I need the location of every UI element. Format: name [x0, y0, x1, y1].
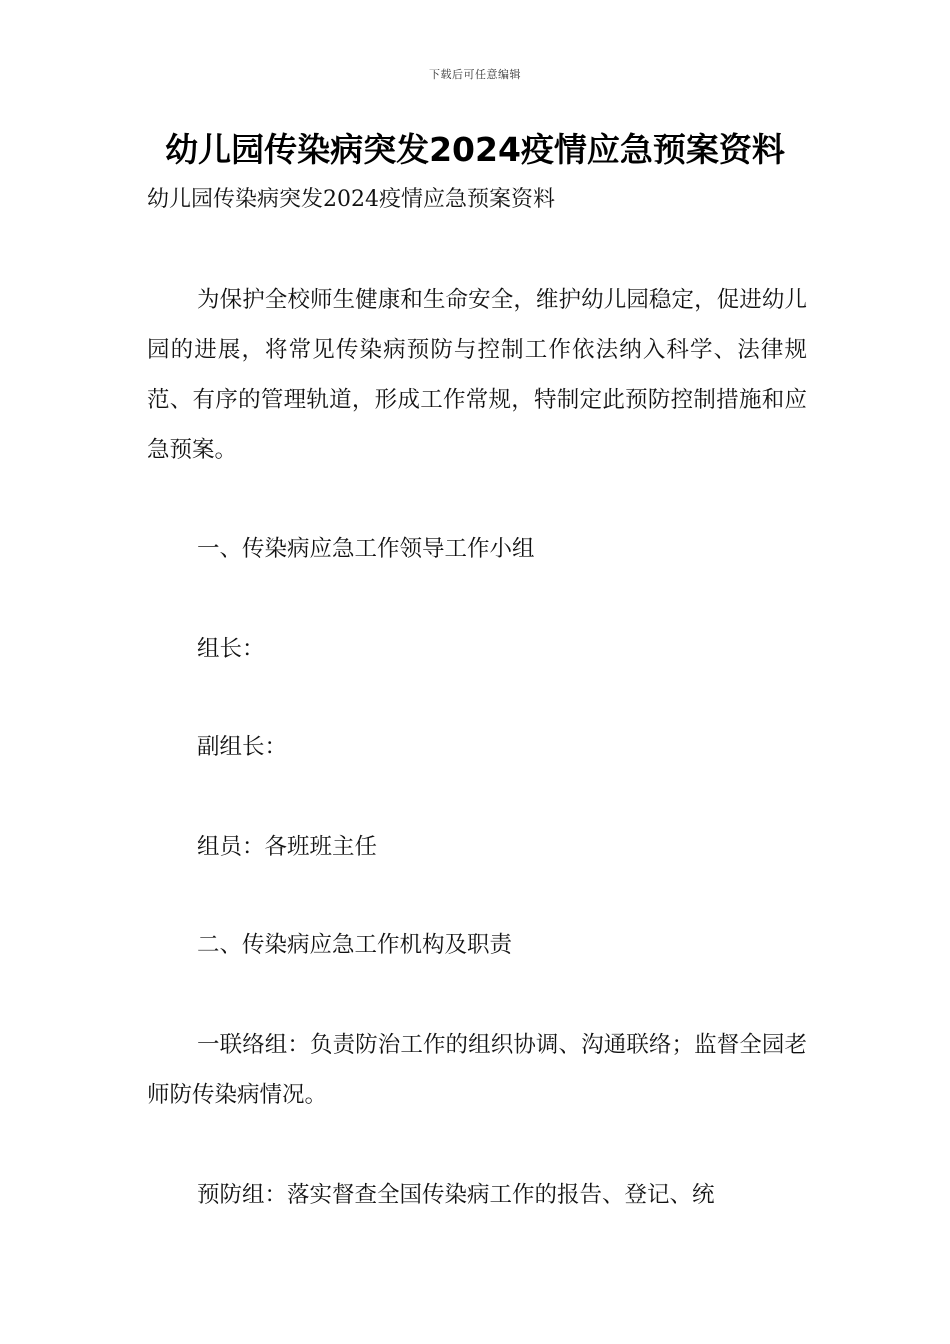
section-heading-leadership-group: 一、传染病应急工作领导工作小组 — [197, 536, 535, 562]
group-leader-line: 组长： — [197, 636, 265, 662]
prevention-group-paragraph: 预防组：落实督查全国传染病工作的报告、登记、统 — [197, 1182, 715, 1208]
intro-paragraph: 为保护全校师生健康和生命安全，维护幼儿园稳定，促进幼儿园的进展，将常见传染病预防与控制工作依法纳入科学、法律规范、有序的管理轨道，形成工作常规，特制定此预防控制措施和应急预案。 — [147, 287, 807, 463]
section-heading-organization-duties: 二、传染病应急工作机构及职责 — [197, 932, 513, 958]
liaison-group-paragraph: 一联络组：负责防治工作的组织协调、沟通联络；监督全园老师防传染病情况。 — [147, 1032, 807, 1108]
document-title: 幼儿园传染病突发2024疫情应急预案资料 — [165, 130, 785, 169]
document-subtitle: 幼儿园传染病突发2024疫情应急预案资料 — [147, 187, 555, 212]
members-line: 组员：各班班主任 — [197, 834, 378, 860]
header-note: 下载后可任意编辑 — [429, 68, 521, 81]
vice-leader-line: 副组长： — [197, 734, 288, 760]
